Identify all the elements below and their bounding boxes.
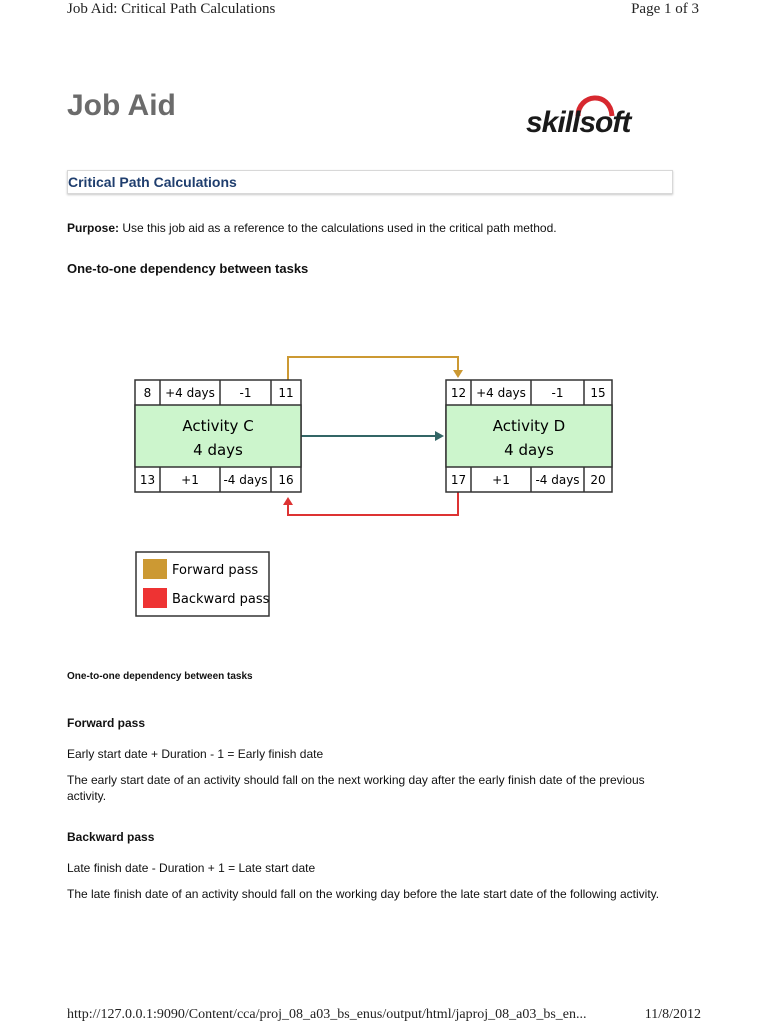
activity-d-plus-one: +1 xyxy=(492,473,510,487)
legend-swatch-forward xyxy=(143,559,167,579)
section-title: Critical Path Calculations xyxy=(68,174,237,190)
header-page-number: Page 1 of 3 xyxy=(631,1,699,17)
footer-url: http://127.0.0.1:9090/Content/cca/proj_08_a03_bs_enus/output/html/japroj_08_a03_bs_en... xyxy=(67,1007,587,1022)
forward-pass-heading: Forward pass xyxy=(67,716,146,730)
activity-c-early-finish: 11 xyxy=(278,386,294,400)
activity-d-minus-one: -1 xyxy=(551,386,564,400)
diagram-legend xyxy=(136,552,270,616)
activity-d-node xyxy=(446,380,612,492)
activity-d-early-finish: 15 xyxy=(590,386,606,400)
legend-swatch-backward xyxy=(143,588,167,608)
activity-d-late-finish: 20 xyxy=(590,473,606,487)
activity-d-duration: 4 days xyxy=(504,441,554,459)
header-document-title: Job Aid: Critical Path Calculations xyxy=(67,1,276,17)
activity-c-late-start: 13 xyxy=(139,473,156,487)
legend-label-backward: Backward pass xyxy=(172,592,270,607)
backward-pass-formula: Late finish date - Duration + 1 = Late start date xyxy=(67,861,316,875)
diagram-caption: One-to-one dependency between tasks xyxy=(67,671,253,682)
skillsoft-logo xyxy=(520,88,650,144)
forward-pass-arrowhead xyxy=(453,370,463,378)
activity-d-late-start: 17 xyxy=(450,473,467,487)
activity-c-plus-one: +1 xyxy=(181,473,199,487)
legend-label-forward: Forward pass xyxy=(172,563,259,578)
backward-pass-arrow xyxy=(288,492,458,515)
backward-pass-arrowhead xyxy=(283,497,293,505)
activity-d-duration-add: +4 days xyxy=(476,386,526,400)
dependency-arrowhead xyxy=(435,431,444,441)
forward-pass-formula: Early start date + Duration - 1 = Early finish date xyxy=(67,747,324,761)
dependency-diagram xyxy=(130,345,630,635)
activity-d-name: Activity D xyxy=(492,417,566,435)
backward-pass-heading: Backward pass xyxy=(67,830,155,844)
purpose-paragraph xyxy=(67,220,557,236)
activity-c-minus-one: -1 xyxy=(239,386,252,400)
activity-c-name: Activity C xyxy=(182,417,254,435)
page-title: Job Aid xyxy=(67,89,176,122)
footer-date: 11/8/2012 xyxy=(644,1007,701,1022)
activity-c-late-finish: 16 xyxy=(278,473,294,487)
section-heading-bar xyxy=(67,170,673,194)
logo-text: skillsoft xyxy=(526,106,631,139)
activity-c-duration-sub: -4 days xyxy=(223,473,268,487)
purpose-label: Purpose: xyxy=(67,221,120,235)
activity-d-duration-sub: -4 days xyxy=(535,473,580,487)
activity-c-duration-add: +4 days xyxy=(165,386,215,400)
activity-c-node xyxy=(135,380,301,492)
activity-c-early-start: 8 xyxy=(143,386,152,400)
backward-pass-text: The late finish date of an activity should fall on the working day before the late start date of the following activity. xyxy=(67,887,660,901)
purpose-text: Use this job aid as a reference to the calculations used in the critical path method. xyxy=(119,221,557,235)
activity-c-duration: 4 days xyxy=(193,441,243,459)
dependency-heading: One-to-one dependency between tasks xyxy=(67,261,309,276)
activity-d-early-start: 12 xyxy=(450,386,467,400)
forward-pass-text: The early start date of an activity should fall on the next working day after the early finish date of the previous activity. xyxy=(67,773,645,803)
forward-pass-arrow xyxy=(288,357,458,380)
